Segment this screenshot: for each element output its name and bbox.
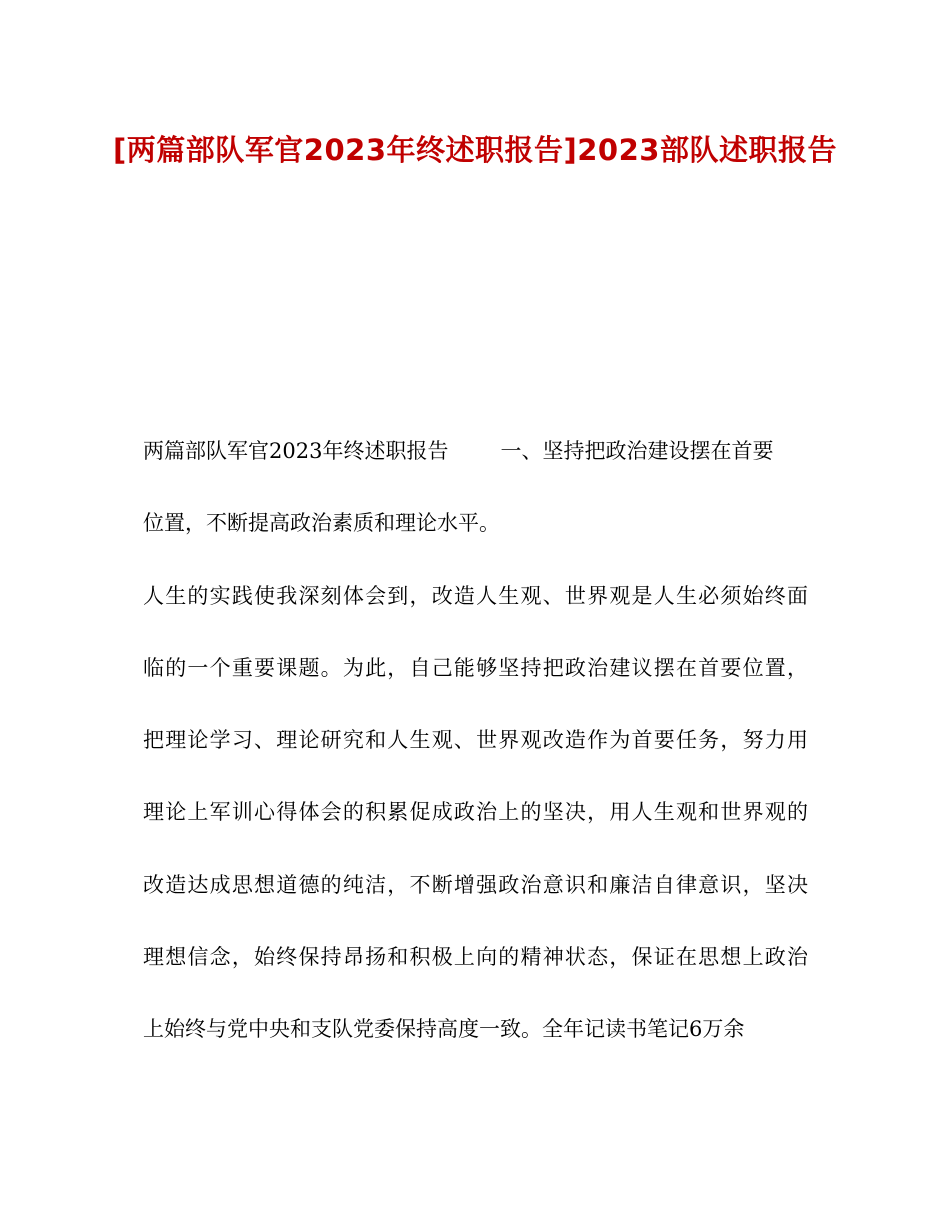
paragraph-line-1 bbox=[143, 430, 808, 502]
section-heading-part2: 位置，不断提高政治素质和理论水平。 bbox=[143, 511, 500, 536]
paragraph-line: 改造达成思想道德的纯洁，不断增强政治意识和廉洁自律意识，坚决 bbox=[143, 872, 808, 897]
paragraph-line: 把理论学习、理论研究和人生观、世界观改造作为首要任务，努力用 bbox=[143, 728, 808, 753]
paragraph-line: 临的一个重要课题。为此，自己能够坚持把政治建议摆在首要位置， bbox=[143, 655, 808, 680]
paragraph-line: 理论上军训心得体会的积累促成政治上的坚决，用人生观和世界观的 bbox=[143, 800, 808, 825]
paragraph-line: 理想信念，始终保持昂扬和积极上向的精神状态，保证在思想上政治 bbox=[143, 945, 808, 970]
section-heading-part1: 一、坚持把政治建设摆在首要 bbox=[500, 439, 774, 463]
paragraph-line: 上始终与党中央和支队党委保持高度一致。全年记读书笔记6万余 bbox=[143, 1017, 745, 1042]
document-body bbox=[143, 430, 808, 1081]
paragraph-line: 人生的实践使我深刻体会到，改造人生观、世界观是人生必须始终面 bbox=[143, 583, 808, 608]
document-title: [两篇部队军官2023年终述职报告]2023部队述职报告 bbox=[113, 133, 837, 167]
report-lead-text: 两篇部队军官2023年终述职报告 bbox=[143, 439, 449, 463]
paragraph-line-2 bbox=[143, 502, 808, 574]
